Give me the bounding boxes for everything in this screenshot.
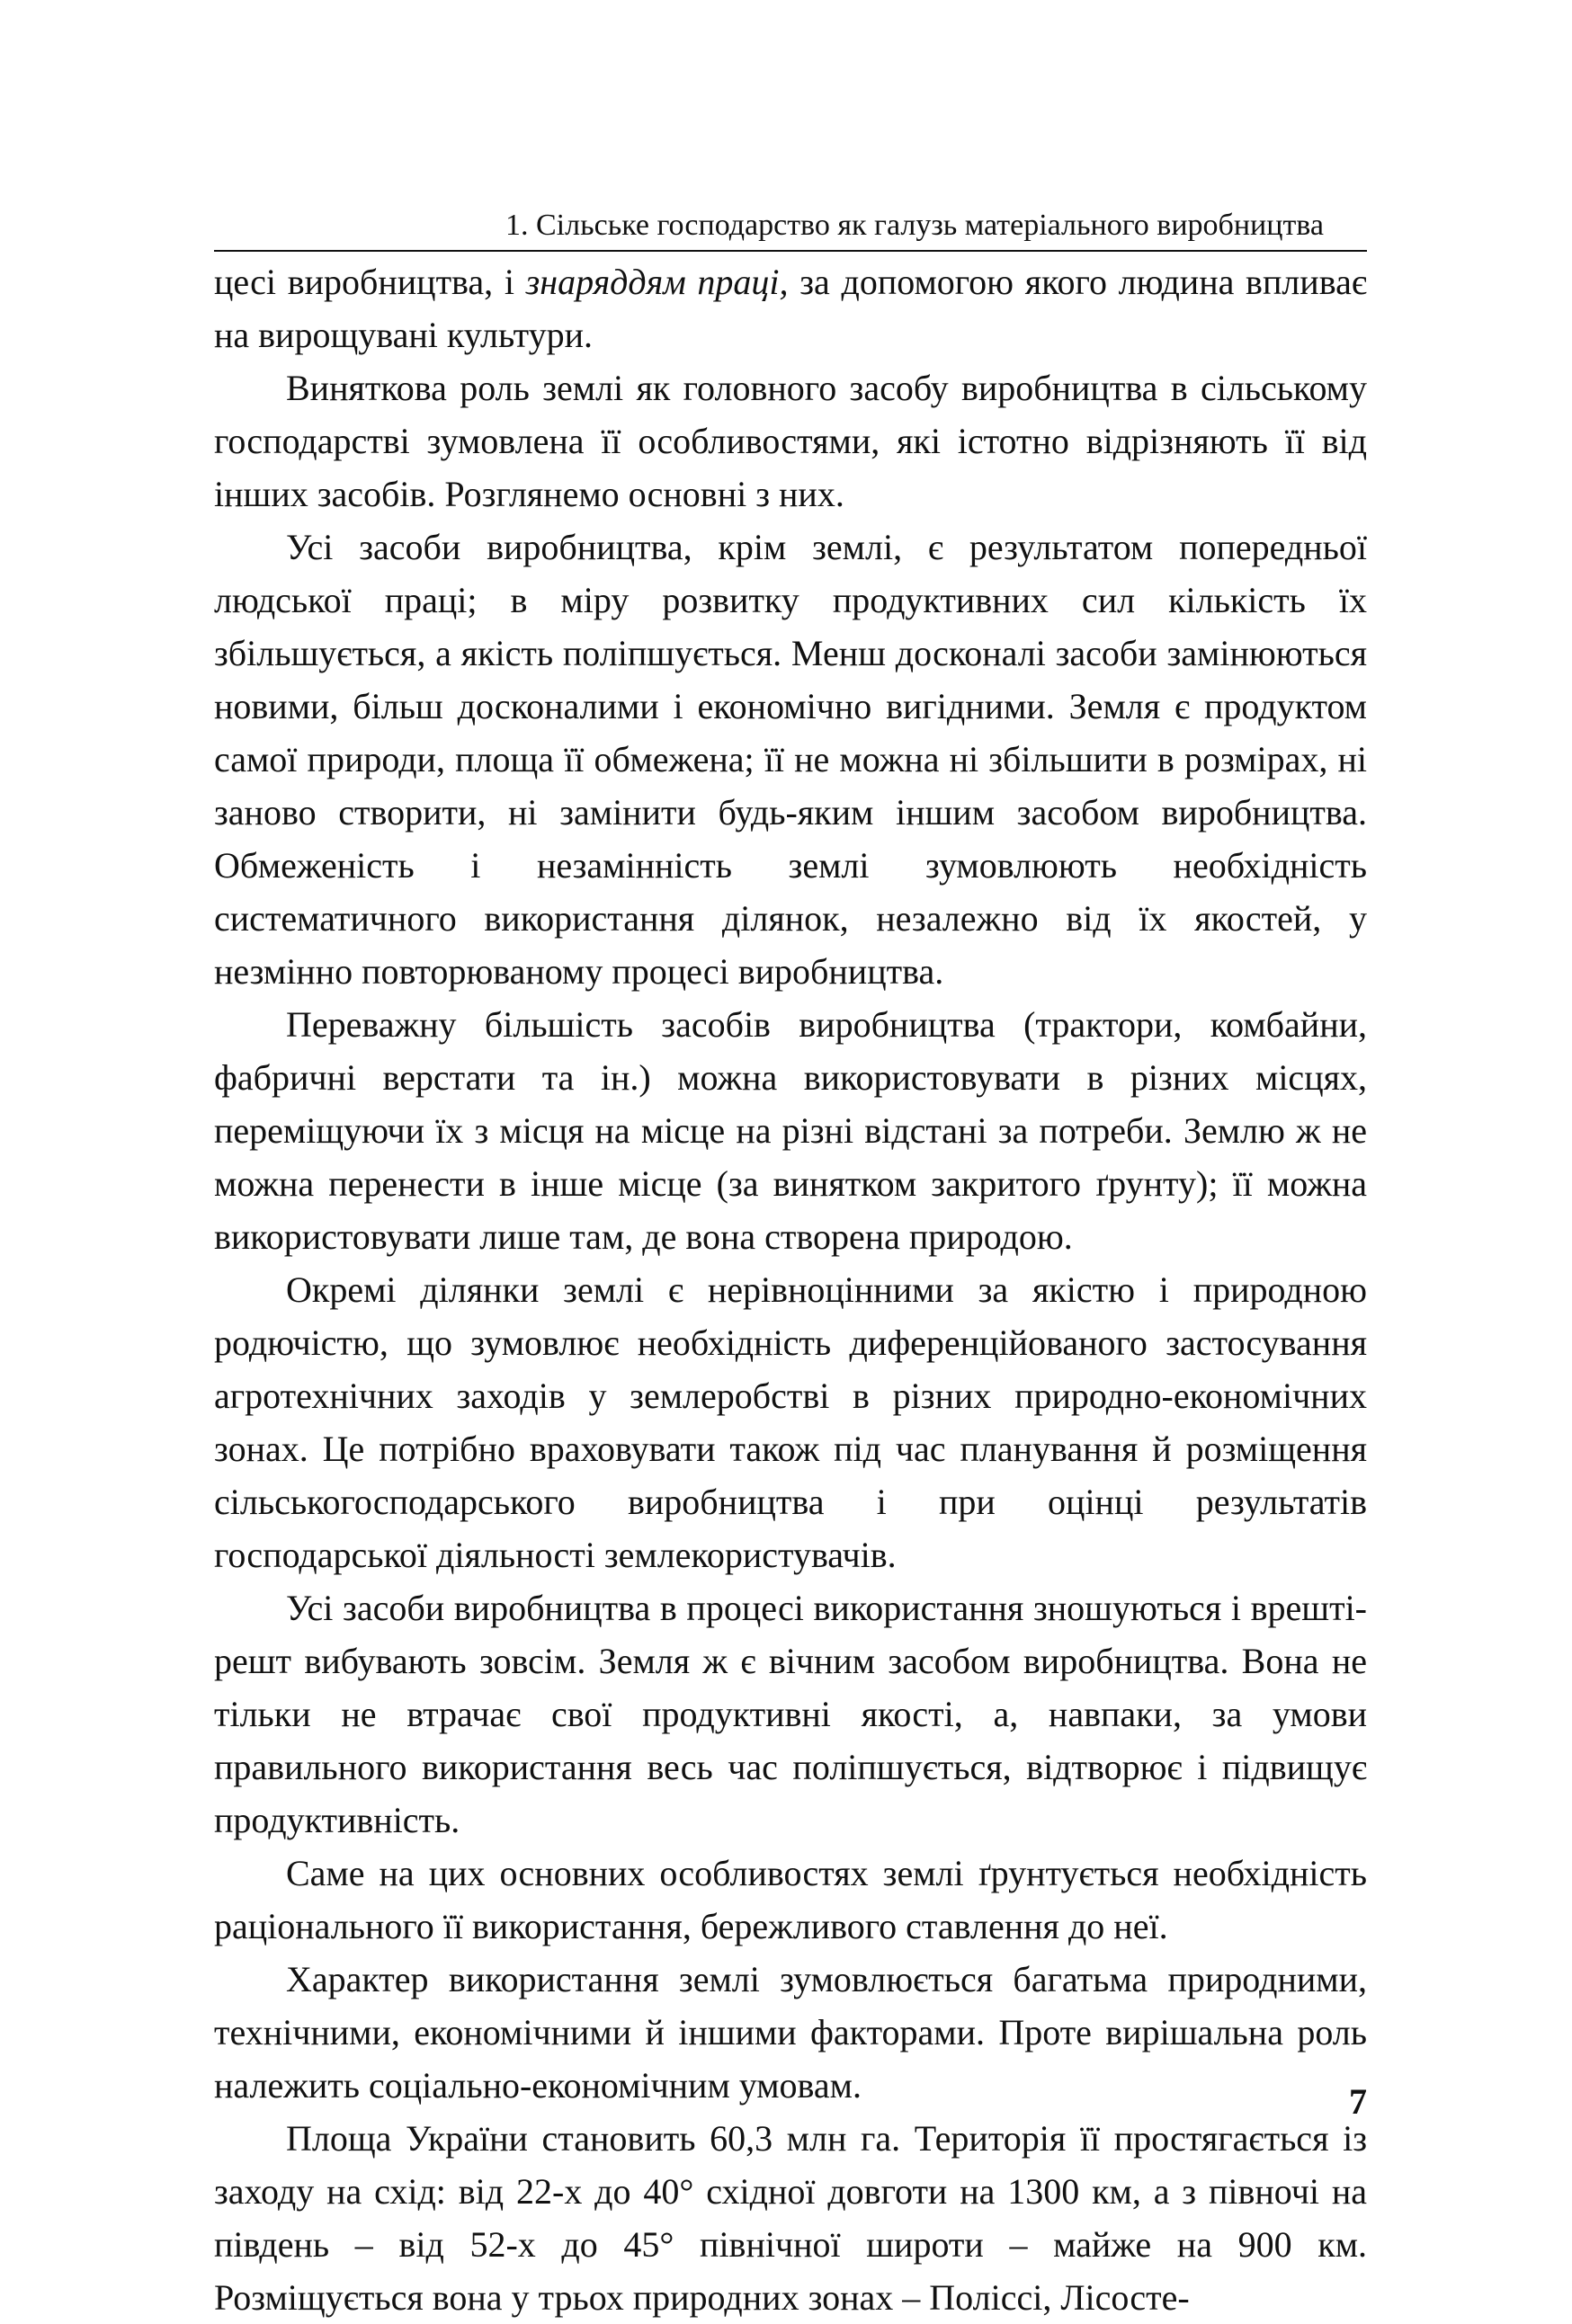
paragraph: Усі засоби виробництва в процесі використання зношуються і врешті-решт вибувають зовсім. Земля ж є вічним засобом виробництва. Вона не тільки не втрачає свої продуктивні якості, а, навпаки, за умови правильного використання весь час поліпшується, відтворює і підвищує продуктивність.: [214, 1588, 1367, 1840]
paragraph: Переважну більшість засобів виробництва (трактори, комбайни, фабричні верстати та ін.) можна використовувати в різних місцях, переміщуючи їх з місця на місце на різні відстані за потреби. Землю ж не можна перенести в інше місце (за винятком закритого ґрунту); її можна використовувати лише там, де вона створена природою.: [214, 1004, 1367, 1257]
page: [214, 205, 1367, 2324]
text-span: цесі виробництва, і: [214, 262, 526, 302]
text-span: за допомогою якого людина впливає на вирощувані культури.: [214, 262, 1367, 355]
paragraph: Усі засоби виробництва, крім землі, є результатом попередньої людської праці; в міру розвитку продуктивних сил кількість їх збільшується, а якість поліпшується. Менш досконалі засоби замінюються новими, більш досконалими і економічно вигідними. Земля є продуктом самої природи, площа її обмежена; її не можна ні збільшити в розмірах, ні заново створити, ні замінити будь-яким іншим засобом виробництва. Обмеженість і незамінність землі зумовлюють необхідність систематичного використання ділянок, незалежно від їх якостей, у незмінно повторюваному процесі виробництва.: [214, 527, 1367, 992]
paragraph: Характер використання землі зумовлюється багатьма природними, технічними, економічними й іншими факторами. Проте вирішальна роль належить соціально-економічним умовам.: [214, 1959, 1367, 2106]
paragraph-continuation: [214, 255, 1367, 361]
emphasis-text: знаряддям праці,: [525, 262, 789, 302]
paragraph: Виняткова роль землі як головного засобу виробництва в сільському господарстві зумовлена її особливостями, які істотно відрізняють її від інших засобів. Розглянемо основні з них.: [214, 368, 1367, 514]
paragraph: Саме на цих основних особливостях землі ґрунтується необхідність раціонального її використання, бережливого ставлення до неї.: [214, 1853, 1367, 1946]
paragraph: Площа України становить 60,3 млн га. Територія її простягається із заходу на схід: від 22-х до 40° східної довготи на 1300 км, а з півночі на південь – від 52-х до 45° північної широти – майже на 900 км. Розміщується вона у трьох природних зонах – Поліссі, Лісосте-: [214, 2118, 1367, 2318]
running-header: 1. Сільське господарство як галузь матеріального виробництва: [214, 205, 1367, 252]
paragraph: Окремі ділянки землі є нерівноцінними за якістю і природною родючістю, що зумовлює необхідність диференційованого застосування агротехнічних заходів у землеробстві в різних природно-економічних зонах. Це потрібно враховувати також під час планування й розміщення сільськогосподарського виробництва і при оцінці результатів господарської діяльності землекористувачів.: [214, 1269, 1367, 1575]
body-text: [214, 255, 1367, 2324]
page-number: 7: [1349, 2081, 1367, 2122]
